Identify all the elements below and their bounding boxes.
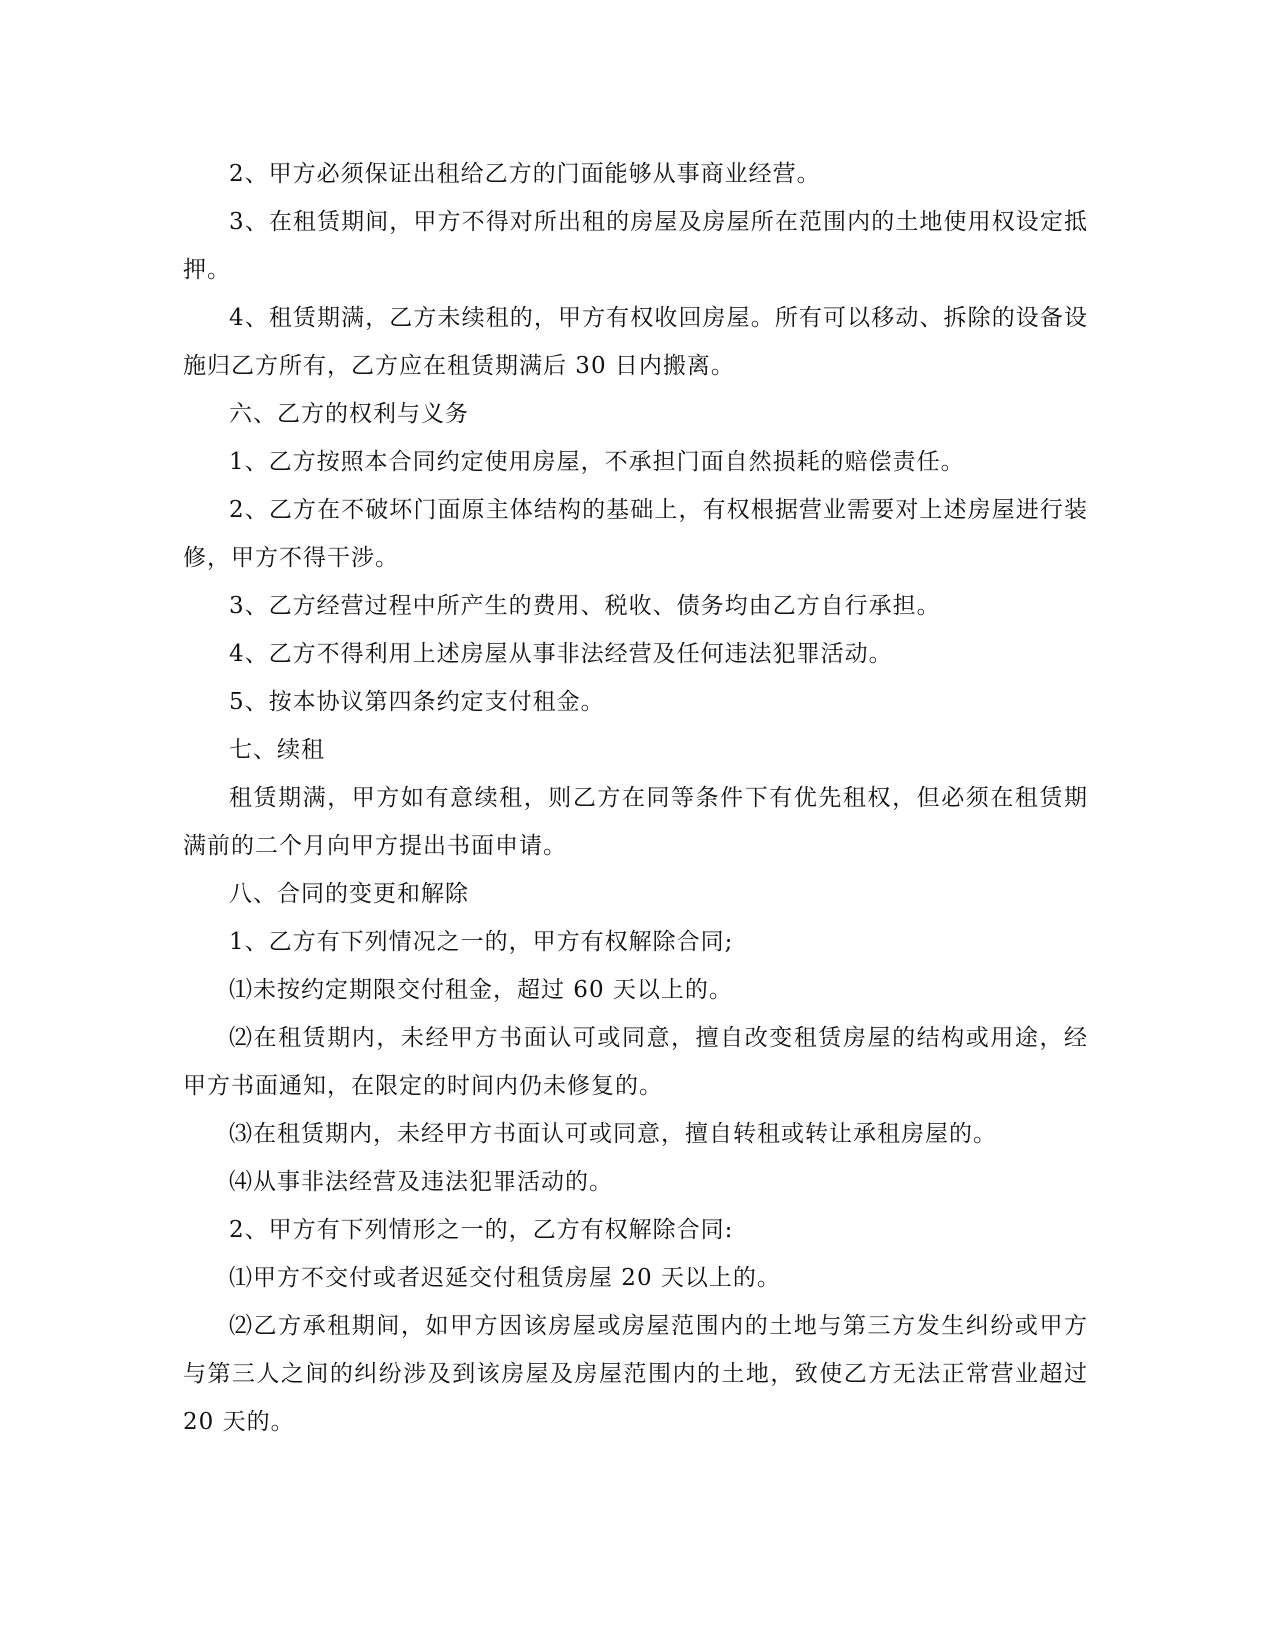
paragraph-termination-1-item-3: ⑶在租赁期内，未经甲方书面认可或同意，擅自转租或转让承租房屋的。	[229, 1121, 997, 1147]
paragraph-tenant-right-5: 5、按本协议第四条约定支付租金。	[229, 689, 605, 715]
paragraph-termination-2-item-2: ⑵乙方承租期间，如甲方因该房屋或房屋范围内的土地与第三方发生纠纷或甲方与第三人之间的纠纷涉及到该房屋及房屋范围内的土地，致使乙方无法正常营业超过 20 天的。	[183, 1313, 1088, 1435]
paragraph-tenant-right-1: 1、乙方按照本合同约定使用房屋，不承担门面自然损耗的赔偿责任。	[229, 449, 965, 475]
paragraph-termination-1: 1、乙方有下列情况之一的，甲方有权解除合同;	[229, 929, 734, 955]
document-page	[183, 150, 1088, 1446]
paragraph-landlord-duty-2: 2、甲方必须保证出租给乙方的门面能够从事商业经营。	[229, 161, 821, 187]
section-heading-eight: 八、合同的变更和解除	[229, 881, 469, 907]
paragraph-landlord-duty-3: 3、在租赁期间，甲方不得对所出租的房屋及房屋所在范围内的土地使用权设定抵押。	[183, 209, 1088, 283]
paragraph-termination-2-item-1: ⑴甲方不交付或者迟延交付租赁房屋 20 天以上的。	[229, 1265, 781, 1291]
paragraph-renewal: 租赁期满，甲方如有意续租，则乙方在同等条件下有优先租权，但必须在租赁期满前的二个月向甲方提出书面申请。	[183, 785, 1088, 859]
paragraph-termination-1-item-4: ⑷从事非法经营及违法犯罪活动的。	[229, 1169, 613, 1195]
paragraph-tenant-right-2: 2、乙方在不破坏门面原主体结构的基础上，有权根据营业需要对上述房屋进行装修，甲方不得干涉。	[183, 497, 1088, 571]
section-heading-seven: 七、续租	[229, 737, 325, 763]
paragraph-termination-1-item-1: ⑴未按约定期限交付租金，超过 60 天以上的。	[229, 977, 733, 1003]
paragraph-termination-1-item-2: ⑵在租赁期内，未经甲方书面认可或同意，擅自改变租赁房屋的结构或用途，经甲方书面通知，在限定的时间内仍未修复的。	[183, 1025, 1088, 1099]
paragraph-tenant-right-3: 3、乙方经营过程中所产生的费用、税收、债务均由乙方自行承担。	[229, 593, 941, 619]
section-heading-six: 六、乙方的权利与义务	[229, 401, 469, 427]
paragraph-landlord-duty-4: 4、租赁期满，乙方未续租的，甲方有权收回房屋。所有可以移动、拆除的设备设施归乙方所有，乙方应在租赁期满后 30 日内搬离。	[183, 305, 1088, 379]
paragraph-tenant-right-4: 4、乙方不得利用上述房屋从事非法经营及任何违法犯罪活动。	[229, 641, 893, 667]
paragraph-termination-2: 2、甲方有下列情形之一的，乙方有权解除合同:	[229, 1217, 734, 1243]
